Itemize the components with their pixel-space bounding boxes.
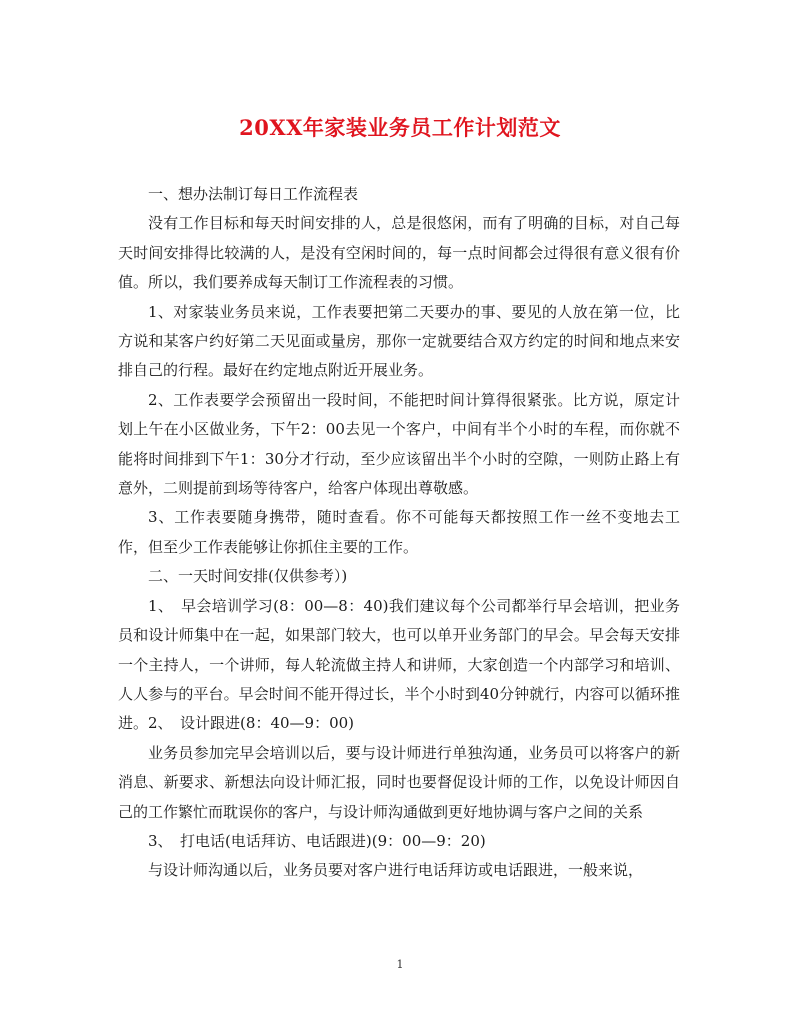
paragraph-item-1: 1、对家装业务员来说，工作表要把第二天要办的事、要见的人放在第一位，比方说和某客户约好第二天见面或量房，那你一定就要结合双方约定的时间和地点来安排自己的行程。最好在约定地点附近开展业务。 — [118, 302, 680, 380]
paragraph-morning-meeting: 1、 早会培训学习(8：00—8：40)我们建议每个公司都举行早会培训，把业务员和设计师集中在一起，如果部门较大，也可以单开业务部门的早会。早会每天安排一个主持人，一个讲师，每人轮流做主持人和讲师，大家创造一个内部学习和培训、人人参与的平台。早会时间不能开得过长，半个小时到40分钟就行，内容可以循环推进。2、 设计跟进(8：40—9：00) — [118, 596, 680, 733]
section-heading-1: 一、想办法制订每日工作流程表 — [148, 185, 359, 203]
paragraph-item-2: 2、工作表要学会预留出一段时间，不能把时间计算得很紧张。比方说，原定计划上午在小区做业务，下午2：00去见一个客户，中间有半个小时的车程，而你就不能将时间排到下午1：30分才行动，至少应该留出半个小时的空隙，一则防止路上有意外，二则提前到场等待客户，给客户体现出尊敬感。 — [118, 390, 680, 498]
paragraph-phone-text: 与设计师沟通以后，业务员要对客户进行电话拜访或电话跟进，一般来说， — [148, 861, 644, 880]
paragraph-phone-heading: 3、 打电话(电话拜访、电话跟进)(9：00—9：20) — [148, 831, 486, 850]
document-body — [118, 180, 680, 886]
page-number: 1 — [396, 958, 404, 971]
paragraph-design-followup: 业务员参加完早会培训以后，要与设计师进行单独沟通，业务员可以将客户的新消息、新要求、新想法向设计师汇报，同时也要督促设计师的工作，以免设计师因自己的工作繁忙而耽误你的客户，与设计师沟通做到更好地协调与客户之间的关系 — [118, 743, 680, 821]
paragraph-item-3: 3、工作表要随身携带，随时查看。你不可能每天都按照工作一丝不变地去工作，但至少工作表能够让你抓住主要的工作。 — [118, 508, 680, 556]
document-title: 20XX年家装业务员工作计划范文 — [239, 115, 561, 140]
section-heading-2: 二、一天时间安排(仅供参考）) — [148, 567, 348, 586]
paragraph-intro: 没有工作目标和每天时间安排的人，总是很悠闲，而有了明确的目标，对自己每天时间安排得比较满的人，是没有空闲时间的，每一点时间都会过得很有意义很有价值。所以，我们要养成每天制订工作流程表的习惯。 — [118, 214, 680, 292]
